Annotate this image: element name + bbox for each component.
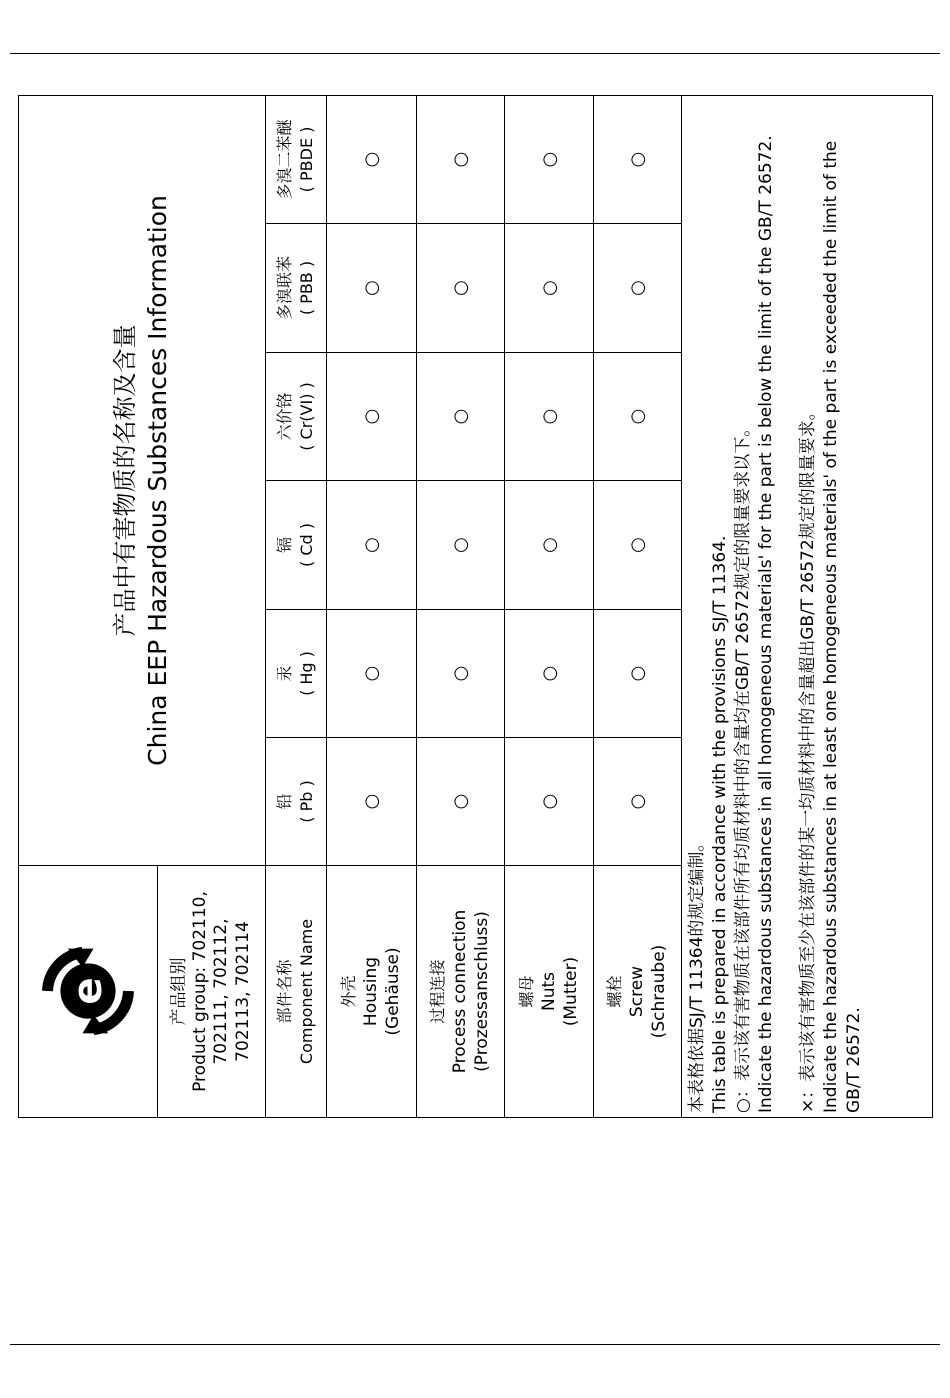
table-row bbox=[594, 95, 682, 1117]
value-cell: ○ bbox=[326, 353, 416, 481]
substance-header-cr6: 六价铬 ( Cr(VI) ) bbox=[265, 353, 326, 481]
svg-text:e: e bbox=[62, 977, 111, 1006]
table-row bbox=[416, 95, 505, 1117]
value-cell: ○ bbox=[505, 738, 594, 866]
substance-header-hg: 汞 ( Hg ) bbox=[265, 610, 326, 738]
product-group-cell bbox=[157, 866, 265, 1118]
product-group-line-3: 702113, 702114 bbox=[232, 921, 253, 1062]
value-cell: ○ bbox=[416, 610, 505, 738]
note-3-en: Indicate the hazardous substances in at least one homogeneous materials' of the part is exceeded the limit of the GB/T 26572. bbox=[821, 140, 865, 1113]
value-cell: ○ bbox=[505, 610, 594, 738]
bottom-rule bbox=[10, 1344, 940, 1345]
substance-header-pbde: 多溴二苯醚 ( PBDE ) bbox=[265, 95, 326, 223]
value-cell: ○ bbox=[326, 224, 416, 353]
hazardous-substances-table bbox=[18, 95, 933, 1118]
value-cell: ○ bbox=[594, 224, 682, 353]
table-title-cn: 产品中有害物质的名称及含量 bbox=[110, 324, 139, 637]
value-cell: ○ bbox=[505, 95, 594, 223]
product-group-line-1: Product group: 702110, bbox=[190, 891, 211, 1092]
product-group-label-cn: 产品组别 bbox=[168, 957, 189, 1026]
note-1-en: This table is prepared in accordance with the provisions SJ/T 11364. bbox=[709, 535, 730, 1113]
value-cell: ○ bbox=[594, 610, 682, 738]
component-process-connection: 过程连接 Process connection (Prozessanschluss) bbox=[416, 866, 505, 1118]
notes-spacer bbox=[777, 102, 797, 1113]
value-cell: ○ bbox=[326, 738, 416, 866]
value-cell: ○ bbox=[416, 224, 505, 353]
note-2-en: Indicate the hazardous substances in all homogeneous materials' for the part is below the limit of the GB/T 26572. bbox=[755, 135, 776, 1113]
table-row bbox=[326, 95, 416, 1117]
table-title-en: China EEP Hazardous Substances Information bbox=[143, 195, 173, 766]
substance-header-pb: 铅 ( Pb ) bbox=[265, 738, 326, 866]
component-housing: 外壳 Housing (Gehäuse) bbox=[326, 866, 416, 1118]
value-cell: ○ bbox=[416, 353, 505, 481]
table-row bbox=[505, 95, 594, 1117]
value-cell: ○ bbox=[416, 481, 505, 610]
value-cell: ○ bbox=[326, 95, 416, 223]
value-cell: ○ bbox=[326, 610, 416, 738]
value-cell: ○ bbox=[594, 95, 682, 223]
note-1-cn: 本表格依据SJ/T 11364的规定编制。 bbox=[686, 834, 707, 1113]
note-2-cn: ○：表示该有害物质在该部件所有均质材料中的含量均在GB/T 26572规定的限量要求以下。 bbox=[732, 419, 753, 1113]
top-rule bbox=[10, 53, 940, 54]
china-rohs-e-recycle-logo-icon bbox=[42, 946, 134, 1038]
component-nuts: 螺母 Nuts (Mutter) bbox=[505, 866, 594, 1118]
logo-cell bbox=[19, 866, 158, 1118]
substance-header-cd: 镉 ( Cd ) bbox=[265, 481, 326, 610]
value-cell: ○ bbox=[416, 95, 505, 223]
table-notes bbox=[681, 95, 932, 1117]
value-cell: ○ bbox=[594, 738, 682, 866]
value-cell: ○ bbox=[505, 481, 594, 610]
value-cell: ○ bbox=[505, 353, 594, 481]
note-3-cn: ×：表示该有害物质至少在该部件的某一均质材料中的含量超出GB/T 26572规定的限量要求。 bbox=[798, 403, 819, 1113]
value-cell: ○ bbox=[505, 224, 594, 353]
hazardous-substances-table-rotated bbox=[18, 96, 933, 1118]
value-cell: ○ bbox=[594, 481, 682, 610]
value-cell: ○ bbox=[416, 738, 505, 866]
component-name-header: 部件名称 Component Name bbox=[265, 866, 326, 1118]
value-cell: ○ bbox=[326, 481, 416, 610]
table-title-cell bbox=[19, 95, 266, 865]
substance-header-pbb: 多溴联苯 ( PBB ) bbox=[265, 224, 326, 353]
component-screw: 螺栓 Screw (Schraube) bbox=[594, 866, 682, 1118]
value-cell: ○ bbox=[594, 353, 682, 481]
product-group-line-2: 702111, 702112, bbox=[211, 918, 232, 1065]
